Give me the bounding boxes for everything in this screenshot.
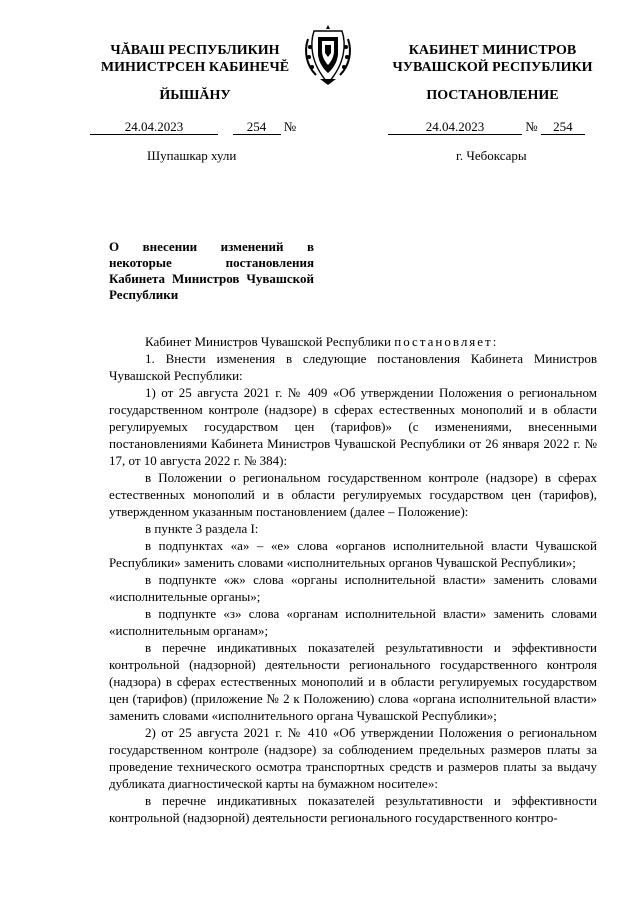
date-right: 24.04.2023 <box>388 120 522 135</box>
issuer-russian-line2: ЧУВАШСКОЙ РЕСПУБЛИКИ <box>392 60 593 75</box>
issuer-russian-line1: КАБИНЕТ МИНИСТРОВ <box>408 43 577 58</box>
preamble <box>109 333 597 350</box>
number-left: 254 <box>233 120 281 135</box>
date-left: 24.04.2023 <box>90 120 218 135</box>
registration-left <box>90 119 296 135</box>
doc-type-russian: ПОСТАНОВЛЕНИЕ <box>426 88 559 103</box>
place-chuvash: Шупашкар хули <box>147 148 237 163</box>
number-right: 254 <box>541 120 585 135</box>
paragraph: в подпункте «ж» слова «органы исполнительной власти» заменить словами «исполнительные органы»; <box>109 572 597 604</box>
issuer-chuvash-line1: ЧĂВАШ РЕСПУБЛИКИН <box>110 43 280 58</box>
issuer-russian-header <box>380 42 605 76</box>
paragraph: 2) от 25 августа 2021 г. № 410 «Об утверждении Положения о региональном государственном контроле (надзоре) за соблюдением предельных размеров платы за проведение технического осмотра транспортных средств и размеров платы за выдачу дубликата диагностической карты на бумажном носителе»: <box>109 725 597 791</box>
issuer-chuvash-header <box>70 42 320 76</box>
issuer-chuvash-line2: МИНИСТРСЕН КАБИНЕЧĔ <box>100 60 290 75</box>
place-russian: г. Чебоксары <box>456 148 527 163</box>
number-sign-left: № <box>283 119 297 134</box>
paragraph: в перечне индикативных показателей результативности и эффективности контрольной (надзорной) деятельности регионального государственного контро- <box>109 793 597 825</box>
doc-type-chuvash: ЙЫШĂНУ <box>159 88 231 103</box>
preamble-decree-word: постановляет: <box>394 334 499 349</box>
paragraph: 1. Внести изменения в следующие постановления Кабинета Министров Чувашской Республики: <box>109 351 597 383</box>
chuvash-coat-of-arms-icon <box>300 23 356 87</box>
paragraph: в пункте 3 раздела I: <box>145 521 259 536</box>
document-body <box>109 333 597 826</box>
number-sign-right: № <box>525 119 538 134</box>
paragraph: 1) от 25 августа 2021 г. № 409 «Об утверждении Положения о региональном государственном контроле (надзоре) в сферах естественных монополий и в области регулируемых государством цен (тарифов)» (с изменениями, внесенными постановлениями Кабинета Министров Чувашской Республики от 26 января 2022 г. № 17, от 10 августа 2022 г. № 384): <box>109 385 597 468</box>
document-title: О внесении изменений в некоторые постановления Кабинета Министров Чувашской Республики <box>109 239 314 302</box>
paragraph: в подпункте «з» слова «органам исполнительной власти» заменить словами «исполнительным органам»; <box>109 606 597 638</box>
preamble-text: Кабинет Министров Чувашской Республики <box>145 334 391 349</box>
paragraph: в перечне индикативных показателей результативности и эффективности контрольной (надзорной) деятельности регионального государственного контроля (надзора) в сферах естественных монополий и в области регулируемых государством цен (тарифов) (приложение № 2 к Положению) слова «органа исполнительной власти» заменить словами «исполнительного органа Чувашской Республики»; <box>109 640 597 723</box>
paragraph: в Положении о региональном государственном контроле (надзоре) в сферах естественных монополий и в области регулируемых государством цен (тарифов), утвержденном указанным постановлением (далее – Положение): <box>109 470 597 519</box>
paragraph: в подпунктах «а» – «е» слова «органов исполнительной власти Чувашской Республики» заменить словами «исполнительных органов Чувашской Республики»; <box>109 538 597 570</box>
registration-right <box>388 119 585 135</box>
